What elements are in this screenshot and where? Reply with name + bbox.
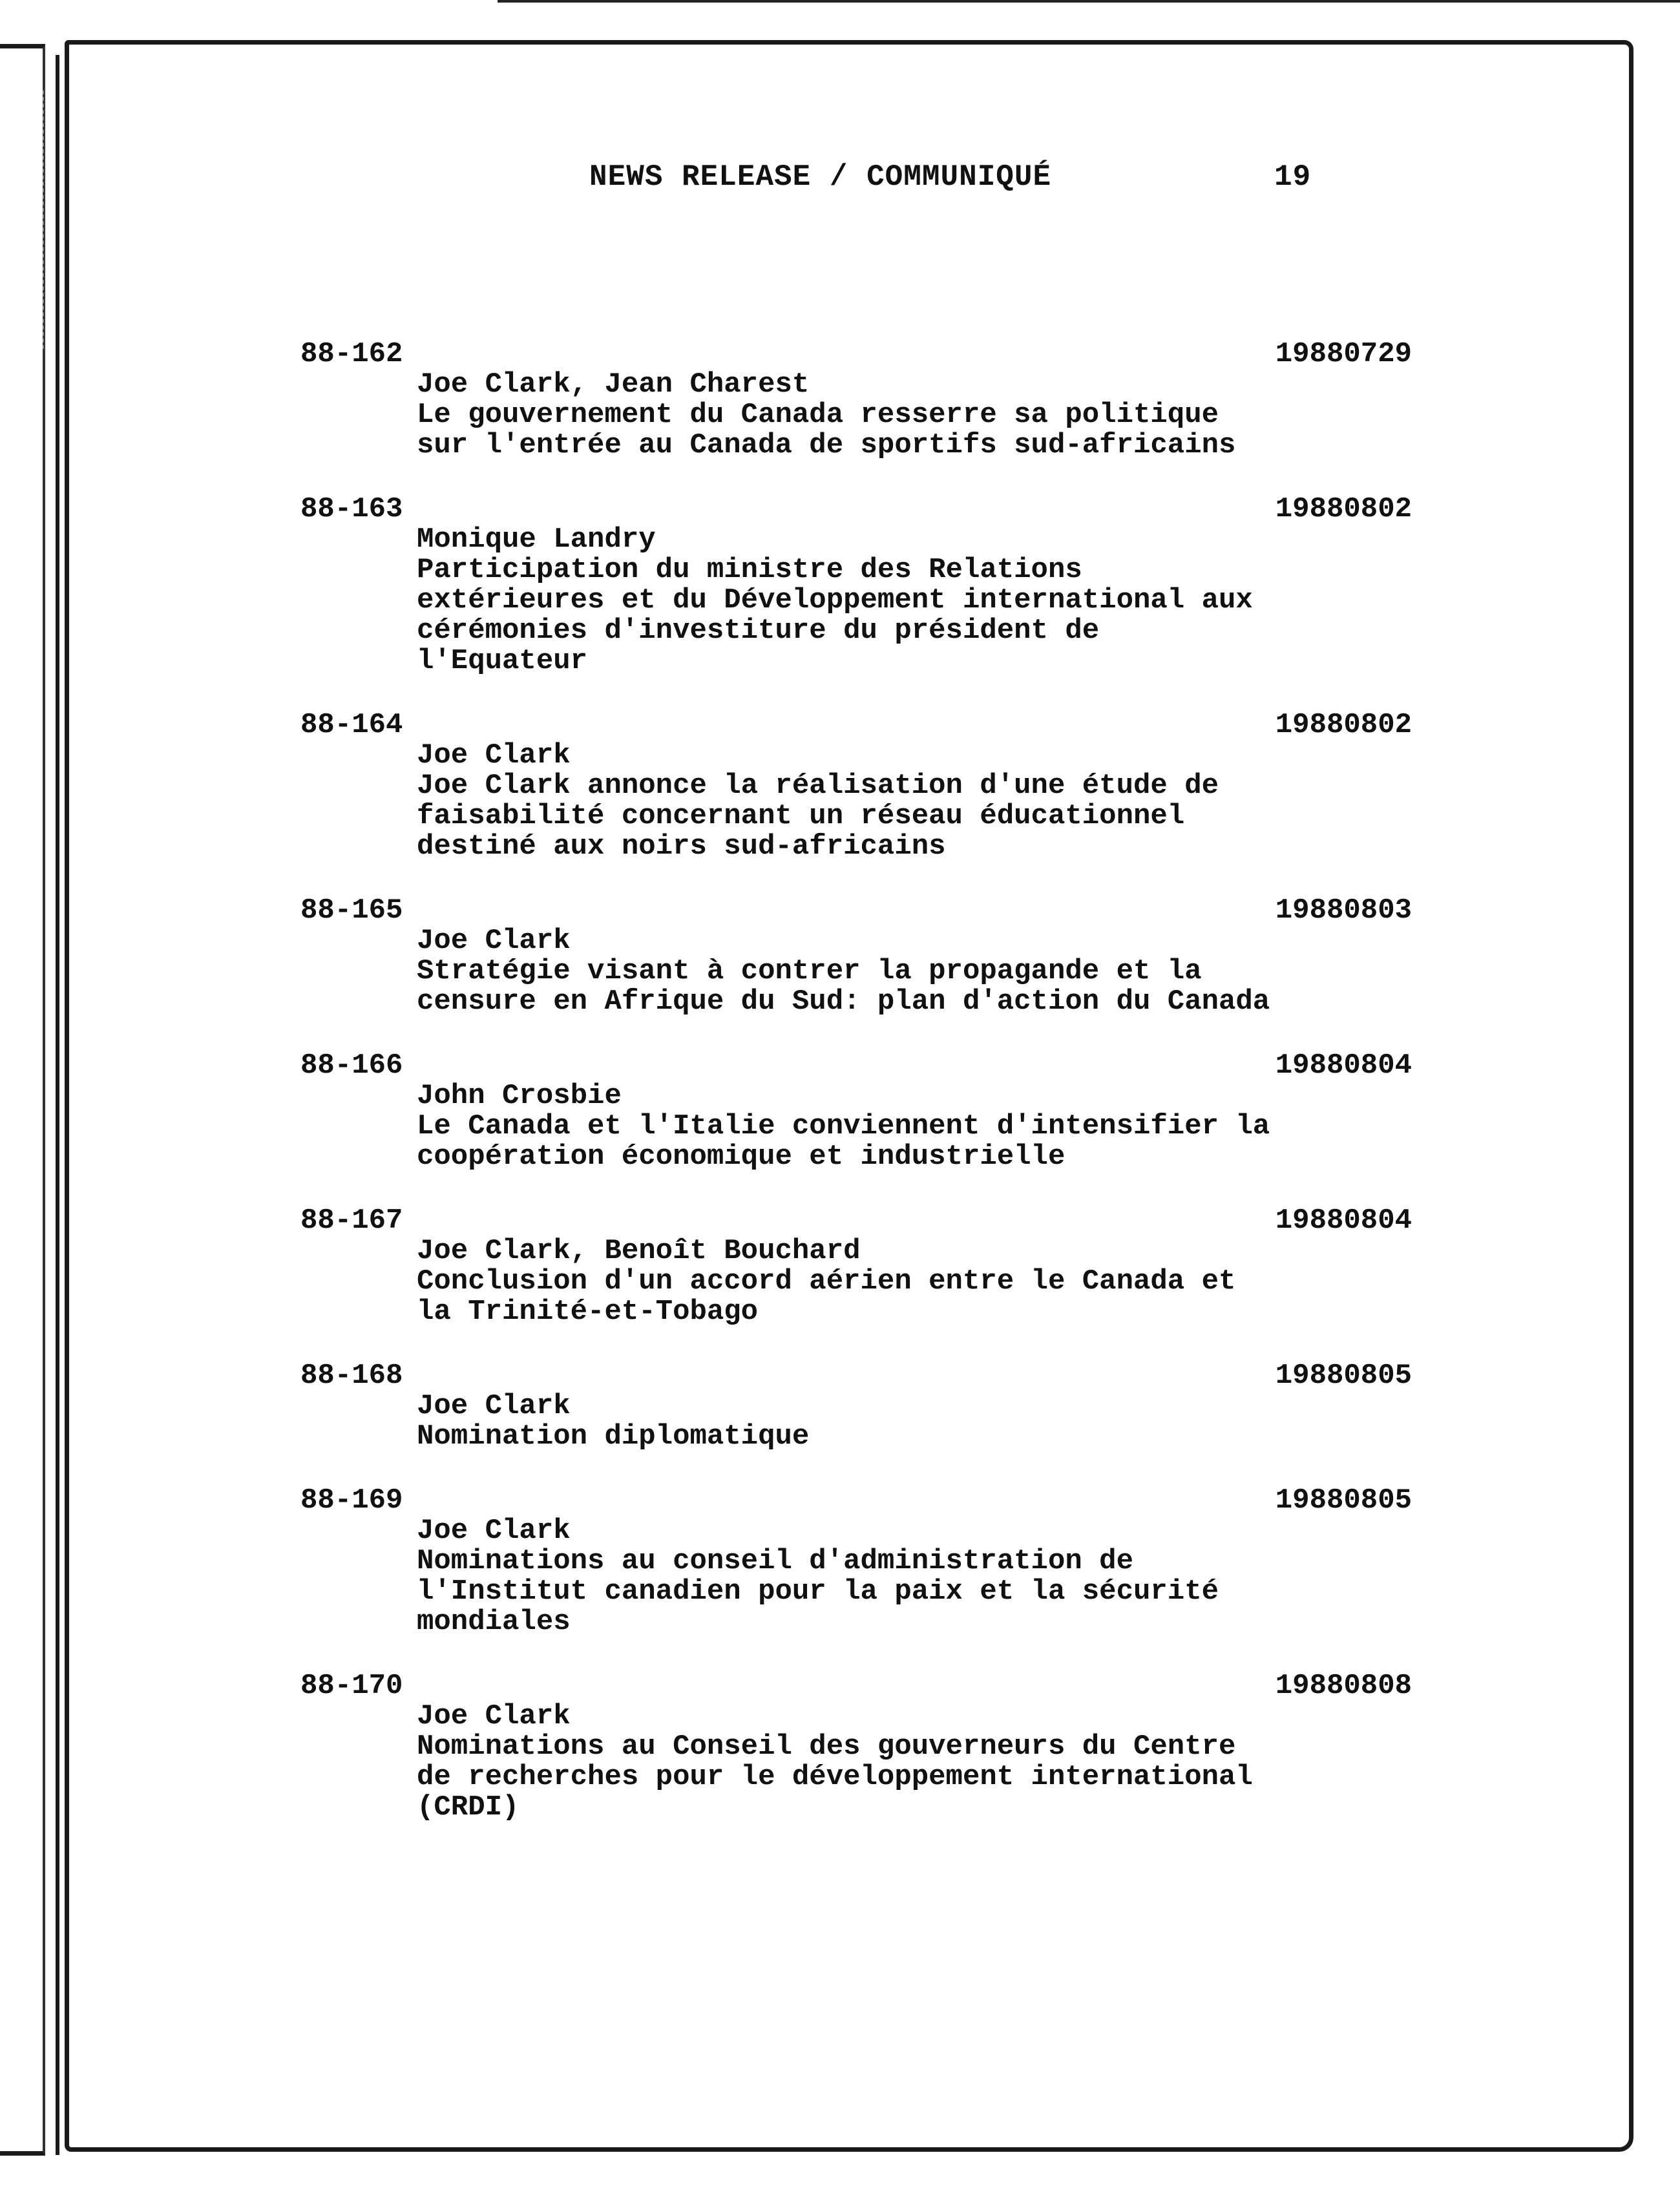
release-entry-header (300, 339, 1412, 370)
release-entry (300, 1486, 1412, 1637)
release-authors: Joe Clark, Benoît Bouchard (417, 1235, 861, 1267)
release-authors: Joe Clark (417, 925, 571, 957)
binding-marks (43, 90, 47, 349)
release-title: Le Canada et l'Italie conviennent d'intensifier la coopération économique et industrielle (417, 1110, 1270, 1173)
release-entry-header (300, 710, 1412, 741)
release-date: 19880804 (1275, 1204, 1412, 1237)
release-title: Conclusion d'un accord aérien entre le Canada et la Trinité-et-Tobago (417, 1265, 1236, 1328)
release-number: 88-169 (300, 1484, 403, 1517)
release-authors: Joe Clark (417, 739, 571, 772)
release-entry-header (300, 896, 1412, 926)
binding-edge (0, 44, 45, 2156)
release-entry (300, 1051, 1412, 1172)
release-title: Nominations au Conseil des gouverneurs du Centre de recherches pour le développement international (CRDI) (417, 1730, 1253, 1824)
release-authors: Joe Clark, Jean Charest (417, 368, 810, 401)
release-number: 88-170 (300, 1670, 403, 1702)
release-entry-header (300, 1486, 1412, 1516)
release-entry (300, 1671, 1412, 1823)
release-entry-header (300, 494, 1412, 525)
release-number: 88-166 (300, 1049, 403, 1082)
release-authors: Joe Clark (417, 1515, 571, 1547)
release-entry (300, 1361, 1412, 1452)
release-entry (300, 494, 1412, 677)
release-entry-header (300, 1361, 1412, 1391)
release-authors: Joe Clark (417, 1700, 571, 1732)
release-number: 88-167 (300, 1204, 403, 1237)
top-rule (498, 0, 1680, 3)
page-title: NEWS RELEASE / COMMUNIQUÉ (589, 160, 1052, 194)
release-date: 19880805 (1275, 1484, 1412, 1517)
release-date: 19880803 (1275, 894, 1412, 927)
release-date: 19880805 (1275, 1360, 1412, 1392)
release-title: Le gouvernement du Canada resserre sa politique sur l'entrée au Canada de sportifs sud-africains (417, 399, 1236, 461)
release-number: 88-163 (300, 493, 403, 525)
release-title: Joe Clark annonce la réalisation d'une étude de faisabilité concernant un réseau éducationnel destiné aux noirs sud-africains (417, 770, 1219, 863)
release-entry-header (300, 1051, 1412, 1081)
page-number: 19 (1274, 160, 1312, 194)
release-entry (300, 339, 1412, 461)
release-list (300, 339, 1412, 1856)
release-title: Nomination diplomatique (417, 1420, 810, 1453)
release-entry (300, 1206, 1412, 1327)
release-title: Stratégie visant à contrer la propagande et la censure en Afrique du Sud: plan d'action du Canada (417, 955, 1270, 1018)
release-date: 19880804 (1275, 1049, 1412, 1082)
release-title: Participation du ministre des Relations extérieures et du Développement international aux cérémonies d'investiture du président de l'Equateur (417, 554, 1253, 677)
release-entry-header (300, 1671, 1412, 1701)
release-date: 19880802 (1275, 709, 1412, 741)
page-frame-inner-rule (56, 55, 59, 2155)
release-number: 88-162 (300, 338, 403, 370)
release-authors: John Crosbie (417, 1080, 622, 1112)
release-authors: Monique Landry (417, 523, 656, 556)
release-entry-header (300, 1206, 1412, 1236)
release-title: Nominations au conseil d'administration de l'Institut canadien pour la paix et la sécurité mondiales (417, 1545, 1219, 1638)
release-date: 19880808 (1275, 1670, 1412, 1702)
release-authors: Joe Clark (417, 1390, 571, 1422)
release-number: 88-164 (300, 709, 403, 741)
release-entry (300, 710, 1412, 862)
release-date: 19880729 (1275, 338, 1412, 370)
release-entry (300, 896, 1412, 1017)
release-number: 88-168 (300, 1360, 403, 1392)
release-number: 88-165 (300, 894, 403, 927)
release-date: 19880802 (1275, 493, 1412, 525)
